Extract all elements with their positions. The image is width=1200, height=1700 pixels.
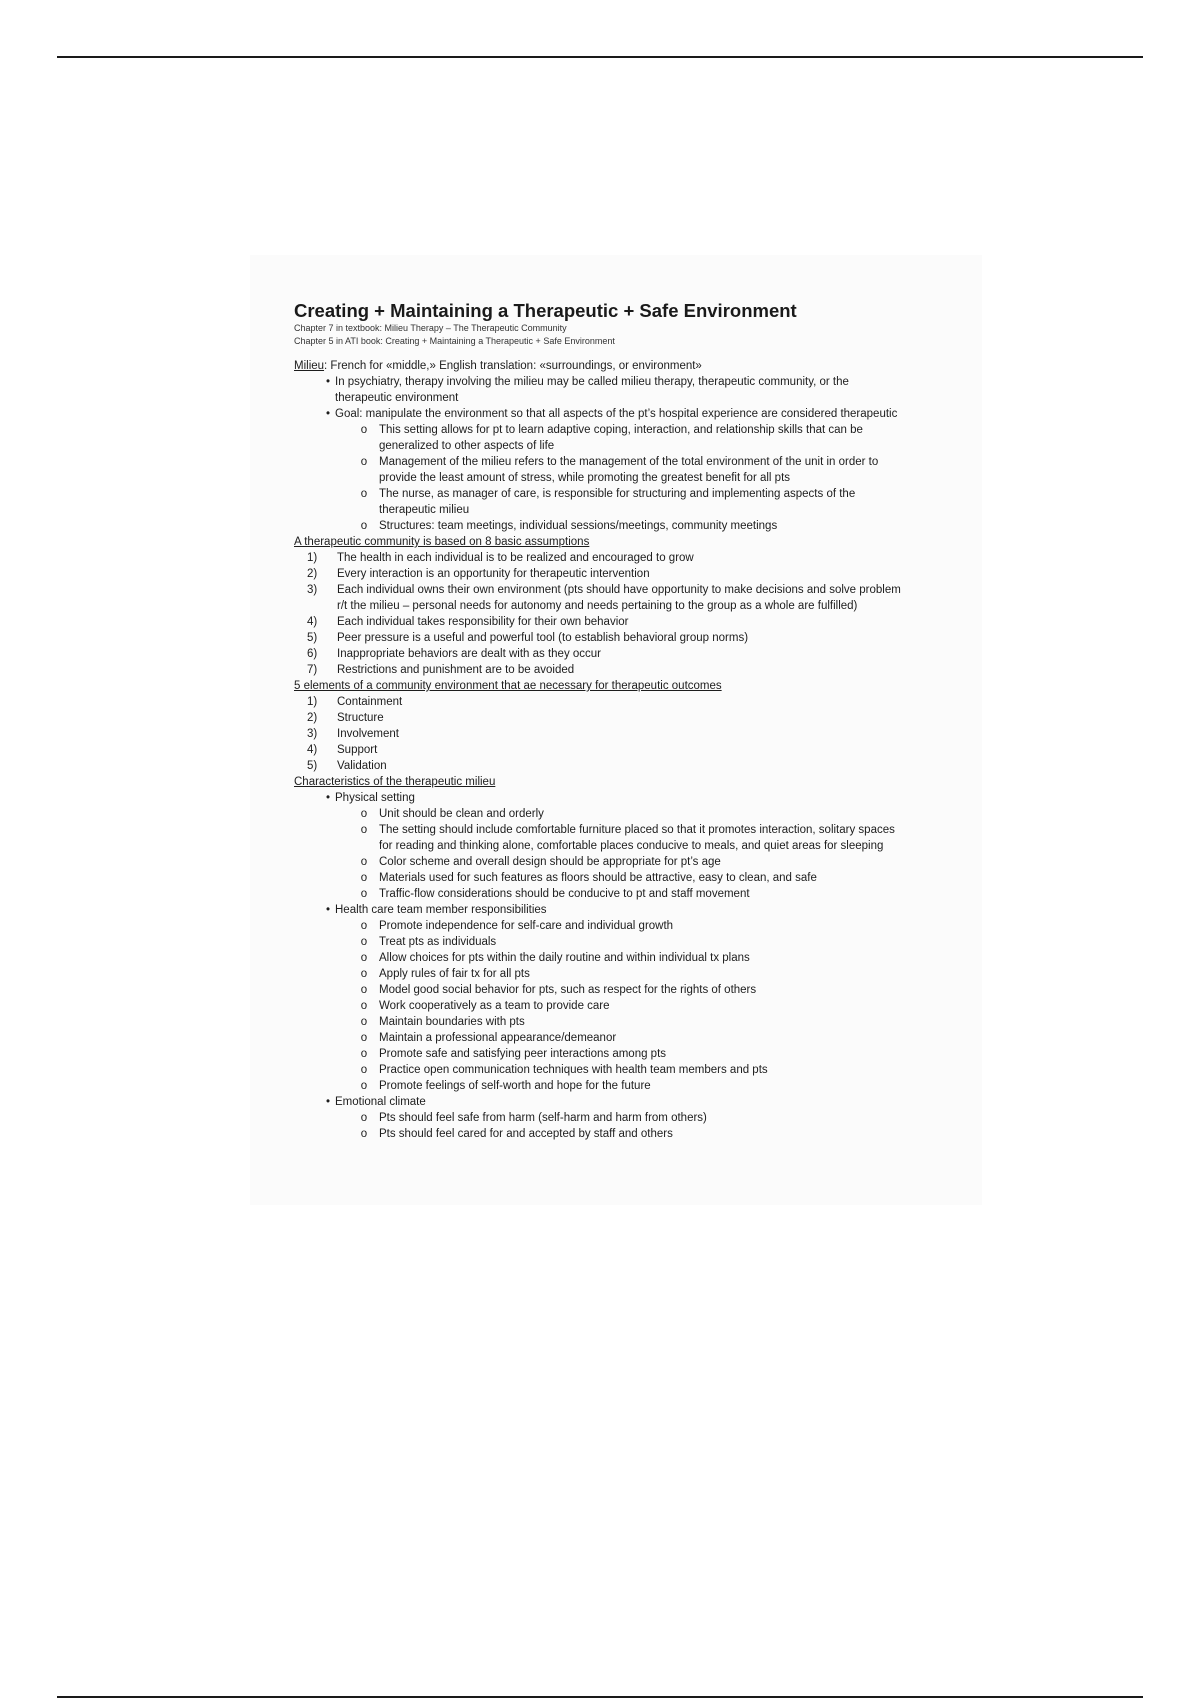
sub-list-item: o Unit should be clean and orderly	[360, 808, 544, 820]
subtitle-textbook: Chapter 7 in textbook: Milieu Therapy – The Therapeutic Community	[294, 323, 567, 333]
numbered-item: 1) The health in each individual is to be realized and encouraged to grow	[307, 552, 694, 564]
numbered-item: 3) Involvement	[307, 728, 400, 740]
bottom-rule	[57, 1696, 1143, 1698]
document-title: Creating + Maintaining a Therapeutic + Safe Environment	[294, 300, 797, 321]
list-item: • Goal: manipulate the environment so that all aspects of the pt’s hospital experience are considered therapeutic	[294, 406, 994, 422]
document-content	[294, 300, 994, 1142]
sub-list-item: o Materials used for such features as floors should be attractive, easy to clean, and safe	[360, 872, 817, 884]
sub-list-item: o This setting allows for pt to learn adaptive coping, interaction, and relationship skills that can be	[294, 422, 994, 438]
sub-list-item: o Pts should feel safe from harm (self-harm and harm from others)	[360, 1112, 707, 1124]
subbullet-marker: o	[360, 456, 368, 468]
sub-list-item: o Traffic-flow considerations should be conducive to pt and staff movement	[360, 888, 750, 900]
numbered-item: 5) Validation	[307, 760, 387, 772]
numbered-item: 7) Restrictions and punishment are to be avoided	[307, 664, 575, 676]
sub-list-item: o The nurse, as manager of care, is responsible for structuring and implementing aspects of the	[294, 486, 994, 502]
milieu-term: Milieu	[294, 360, 325, 372]
sub-list-item: o Allow choices for pts within the daily routine and within individual tx plans	[360, 952, 750, 964]
sub-list-item-continuation: for reading and thinking alone, comfortable places conducive to meals, and quiet areas for sleeping	[379, 840, 884, 852]
list-item: • Emotional climate	[294, 1094, 994, 1110]
sub-list-item: o Promote safe and satisfying peer interactions among pts	[360, 1048, 667, 1060]
sub-list-item: o Structures: team meetings, individual sessions/meetings, community meetings	[294, 518, 994, 534]
subbullet-marker: o	[360, 424, 368, 436]
sub-list-item: o Color scheme and overall design should be appropriate for pt’s age	[360, 856, 721, 868]
list-item: • Physical setting	[294, 790, 994, 806]
characteristics-heading: Characteristics of the therapeutic milieu	[294, 776, 496, 788]
sub-list-item: o Promote independence for self-care and individual growth	[360, 920, 674, 932]
sub-list-item: o Maintain a professional appearance/demeanor	[360, 1032, 617, 1044]
numbered-item: 5) Peer pressure is a useful and powerful tool (to establish behavioral group norms)	[307, 632, 749, 644]
sub-list-item: o Maintain boundaries with pts	[360, 1016, 525, 1028]
bullet-marker: •	[325, 1096, 330, 1108]
sub-list-item: o Promote feelings of self-worth and hope for the future	[360, 1080, 651, 1092]
sub-list-item: o Model good social behavior for pts, such as respect for the rights of others	[360, 984, 757, 996]
list-item-continuation: therapeutic environment	[335, 392, 459, 404]
numbered-item: 2) Structure	[307, 712, 384, 724]
sub-list-item: o Pts should feel cared for and accepted by staff and others	[360, 1128, 673, 1140]
sub-list-item: o Work cooperatively as a team to provide care	[360, 1000, 610, 1012]
subbullet-marker: o	[360, 520, 368, 532]
numbered-item: 2) Every interaction is an opportunity for therapeutic intervention	[307, 568, 650, 580]
elements-heading: 5 elements of a community environment that ae necessary for therapeutic outcomes	[294, 680, 722, 692]
numbered-item: 4) Support	[307, 744, 378, 756]
sub-list-item: o Practice open communication techniques with health team members and pts	[360, 1064, 768, 1076]
sub-list-item: o Apply rules of fair tx for all pts	[360, 968, 530, 980]
sub-list-item-continuation: generalized to other aspects of life	[379, 440, 555, 452]
top-rule	[57, 56, 1143, 58]
milieu-definition	[294, 358, 994, 374]
milieu-def-text: : French for «middle,» English translation: «surroundings, or environment»	[324, 360, 702, 372]
sub-list-item: o Treat pts as individuals	[360, 936, 497, 948]
bullet-marker: •	[325, 376, 330, 388]
subbullet-marker: o	[360, 488, 368, 500]
numbered-item: 4) Each individual takes responsibility for their own behavior	[307, 616, 629, 628]
bullet-marker: •	[325, 904, 330, 916]
list-item: • In psychiatry, therapy involving the milieu may be called milieu therapy, therapeutic community, or the	[294, 374, 994, 390]
assumptions-heading: A therapeutic community is based on 8 basic assumptions	[294, 536, 590, 548]
numbered-item: 1) Containment	[307, 696, 403, 708]
numbered-item: 3) Each individual owns their own environment (pts should have opportunity to make decisions and solve problem	[307, 584, 901, 596]
sub-list-item: o The setting should include comfortable furniture placed so that it promotes interaction, solitary spaces	[360, 824, 895, 836]
bullet-marker: •	[325, 408, 330, 420]
sub-list-item-continuation: therapeutic milieu	[379, 504, 470, 516]
sub-list-item: o Management of the milieu refers to the management of the total environment of the unit in order to	[294, 454, 994, 470]
numbered-item-continuation: r/t the milieu – personal needs for autonomy and needs pertaining to the group as a whole are fulfilled)	[337, 600, 858, 612]
sub-list-item-continuation: provide the least amount of stress, while promoting the greatest benefit for all pts	[379, 472, 791, 484]
list-item: • Health care team member responsibilities	[294, 902, 994, 918]
numbered-item: 6) Inappropriate behaviors are dealt with as they occur	[307, 648, 602, 660]
bullet-marker: •	[325, 792, 330, 804]
subtitle-ati: Chapter 5 in ATI book: Creating + Maintaining a Therapeutic + Safe Environment	[294, 336, 615, 346]
